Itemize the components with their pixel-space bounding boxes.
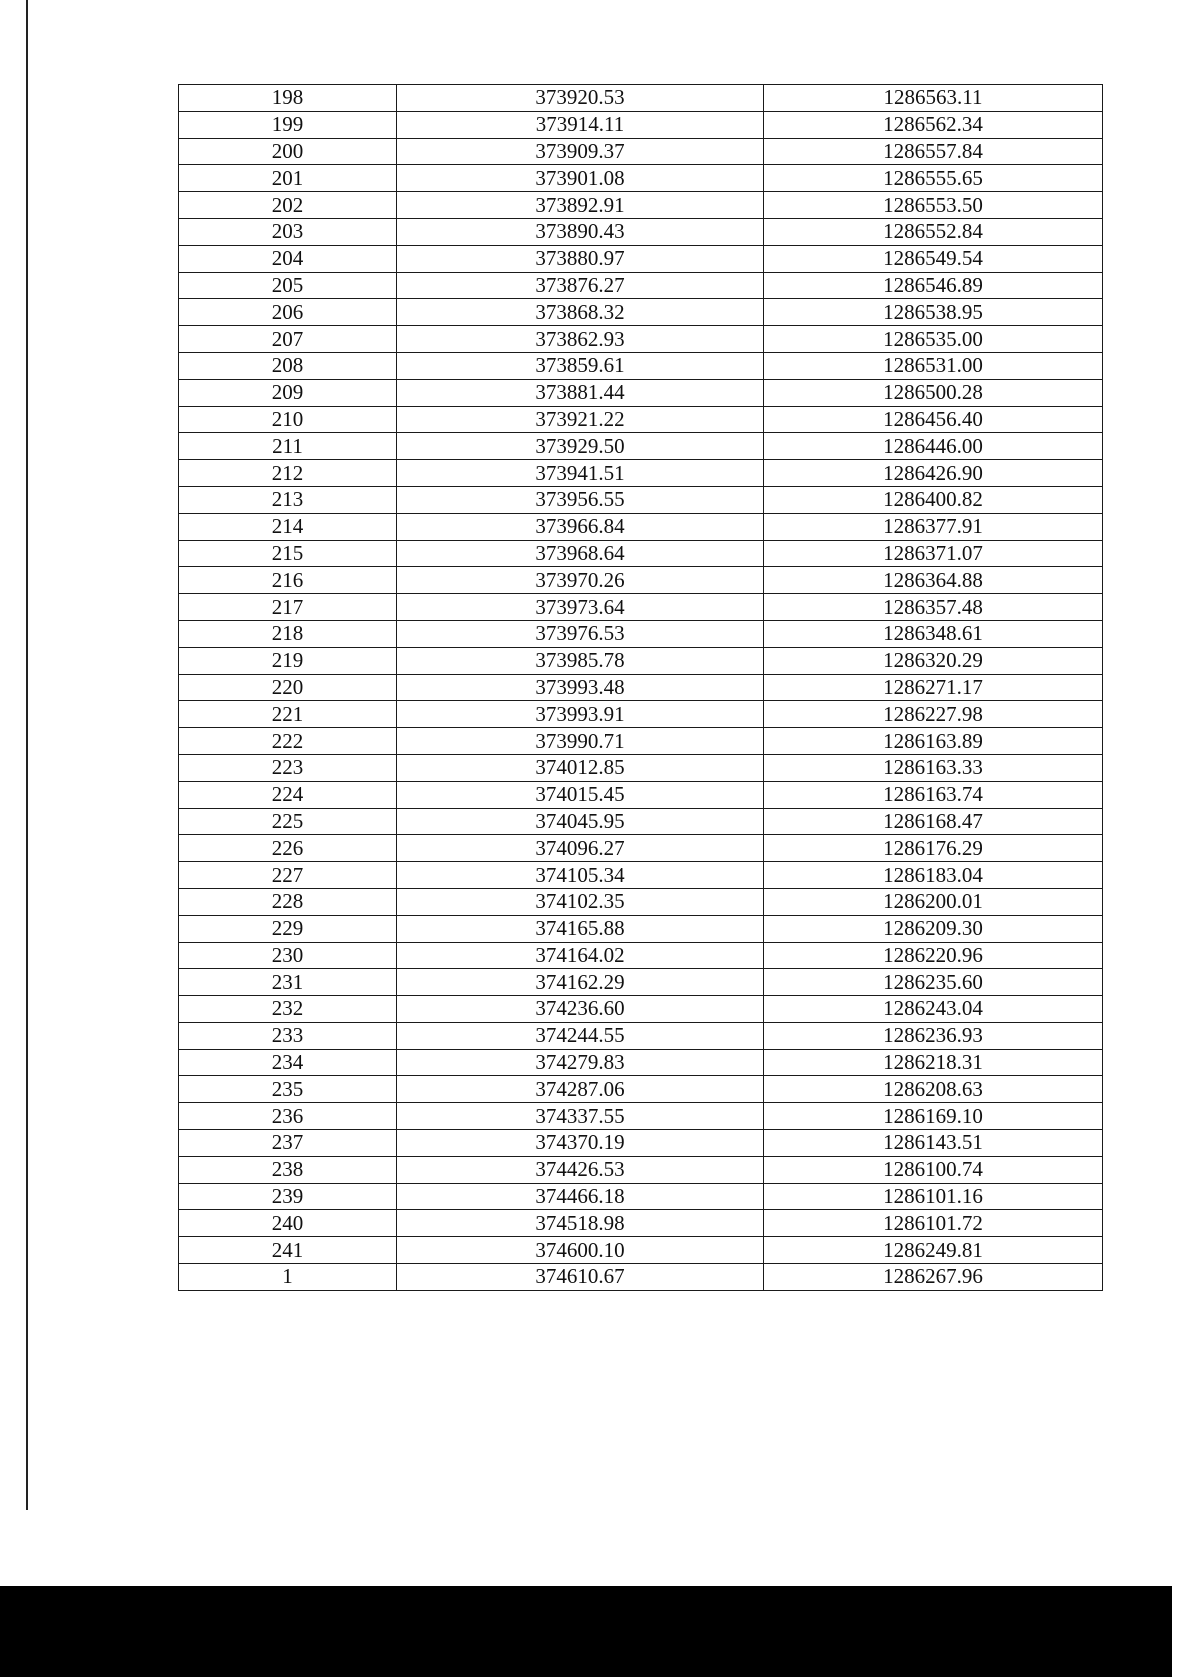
- table-row: [179, 835, 1103, 862]
- y-coordinate-cell: 1286271.17: [764, 674, 1103, 701]
- table-row: [179, 1022, 1103, 1049]
- y-coordinate-cell: 1286563.11: [764, 85, 1103, 112]
- point-number-cell: 199: [179, 111, 397, 138]
- x-coordinate-cell: 374600.10: [397, 1237, 764, 1264]
- point-number-cell: 225: [179, 808, 397, 835]
- table-row: [179, 594, 1103, 621]
- table-row: [179, 1049, 1103, 1076]
- table-row: [179, 379, 1103, 406]
- point-number-cell: 224: [179, 781, 397, 808]
- table-row: [179, 245, 1103, 272]
- y-coordinate-cell: 1286348.61: [764, 620, 1103, 647]
- y-coordinate-cell: 1286163.89: [764, 728, 1103, 755]
- table-row: [179, 1076, 1103, 1103]
- x-coordinate-cell: 373881.44: [397, 379, 764, 406]
- point-number-cell: 240: [179, 1210, 397, 1237]
- y-coordinate-cell: 1286220.96: [764, 942, 1103, 969]
- coordinates-table: [178, 84, 1103, 1291]
- x-coordinate-cell: 373892.91: [397, 192, 764, 219]
- x-coordinate-cell: 373993.48: [397, 674, 764, 701]
- table-row: [179, 406, 1103, 433]
- table-row: [179, 620, 1103, 647]
- table-row: [179, 915, 1103, 942]
- x-coordinate-cell: 374426.53: [397, 1156, 764, 1183]
- point-number-cell: 208: [179, 352, 397, 379]
- table-row: [179, 433, 1103, 460]
- y-coordinate-cell: 1286243.04: [764, 996, 1103, 1023]
- table-row: [179, 1130, 1103, 1157]
- y-coordinate-cell: 1286169.10: [764, 1103, 1103, 1130]
- y-coordinate-cell: 1286555.65: [764, 165, 1103, 192]
- table-row: [179, 888, 1103, 915]
- point-number-cell: 231: [179, 969, 397, 996]
- table-row: [179, 1264, 1103, 1291]
- table-row: [179, 942, 1103, 969]
- y-coordinate-cell: 1286364.88: [764, 567, 1103, 594]
- y-coordinate-cell: 1286557.84: [764, 138, 1103, 165]
- point-number-cell: 215: [179, 540, 397, 567]
- x-coordinate-cell: 373993.91: [397, 701, 764, 728]
- point-number-cell: 233: [179, 1022, 397, 1049]
- table-row: [179, 192, 1103, 219]
- x-coordinate-cell: 374337.55: [397, 1103, 764, 1130]
- point-number-cell: 217: [179, 594, 397, 621]
- x-coordinate-cell: 373966.84: [397, 513, 764, 540]
- point-number-cell: 241: [179, 1237, 397, 1264]
- y-coordinate-cell: 1286163.74: [764, 781, 1103, 808]
- y-coordinate-cell: 1286562.34: [764, 111, 1103, 138]
- table-row: [179, 85, 1103, 112]
- y-coordinate-cell: 1286456.40: [764, 406, 1103, 433]
- table-row: [179, 486, 1103, 513]
- y-coordinate-cell: 1286538.95: [764, 299, 1103, 326]
- y-coordinate-cell: 1286549.54: [764, 245, 1103, 272]
- y-coordinate-cell: 1286546.89: [764, 272, 1103, 299]
- point-number-cell: 209: [179, 379, 397, 406]
- point-number-cell: 239: [179, 1183, 397, 1210]
- table-row: [179, 111, 1103, 138]
- x-coordinate-cell: 373970.26: [397, 567, 764, 594]
- point-number-cell: 216: [179, 567, 397, 594]
- point-number-cell: 200: [179, 138, 397, 165]
- y-coordinate-cell: 1286163.33: [764, 754, 1103, 781]
- x-coordinate-cell: 374102.35: [397, 888, 764, 915]
- x-coordinate-cell: 373876.27: [397, 272, 764, 299]
- x-coordinate-cell: 373929.50: [397, 433, 764, 460]
- point-number-cell: 238: [179, 1156, 397, 1183]
- point-number-cell: 237: [179, 1130, 397, 1157]
- x-coordinate-cell: 374279.83: [397, 1049, 764, 1076]
- point-number-cell: 204: [179, 245, 397, 272]
- point-number-cell: 211: [179, 433, 397, 460]
- table-row: [179, 567, 1103, 594]
- table-row: [179, 540, 1103, 567]
- point-number-cell: 206: [179, 299, 397, 326]
- x-coordinate-cell: 373901.08: [397, 165, 764, 192]
- table-row: [179, 728, 1103, 755]
- y-coordinate-cell: 1286176.29: [764, 835, 1103, 862]
- point-number-cell: 214: [179, 513, 397, 540]
- y-coordinate-cell: 1286400.82: [764, 486, 1103, 513]
- table-row: [179, 352, 1103, 379]
- point-number-cell: 1: [179, 1264, 397, 1291]
- table-row: [179, 460, 1103, 487]
- x-coordinate-cell: 373985.78: [397, 647, 764, 674]
- y-coordinate-cell: 1286552.84: [764, 218, 1103, 245]
- y-coordinate-cell: 1286200.01: [764, 888, 1103, 915]
- table-row: [179, 862, 1103, 889]
- table-row: [179, 1210, 1103, 1237]
- x-coordinate-cell: 374164.02: [397, 942, 764, 969]
- table-row: [179, 1103, 1103, 1130]
- x-coordinate-cell: 374165.88: [397, 915, 764, 942]
- table-row: [179, 674, 1103, 701]
- x-coordinate-cell: 373973.64: [397, 594, 764, 621]
- x-coordinate-cell: 374162.29: [397, 969, 764, 996]
- point-number-cell: 227: [179, 862, 397, 889]
- point-number-cell: 201: [179, 165, 397, 192]
- table-row: [179, 647, 1103, 674]
- y-coordinate-cell: 1286218.31: [764, 1049, 1103, 1076]
- x-coordinate-cell: 373909.37: [397, 138, 764, 165]
- point-number-cell: 219: [179, 647, 397, 674]
- x-coordinate-cell: 374096.27: [397, 835, 764, 862]
- table-row: [179, 701, 1103, 728]
- point-number-cell: 212: [179, 460, 397, 487]
- table-row: [179, 808, 1103, 835]
- point-number-cell: 229: [179, 915, 397, 942]
- table-row: [179, 1156, 1103, 1183]
- y-coordinate-cell: 1286357.48: [764, 594, 1103, 621]
- y-coordinate-cell: 1286267.96: [764, 1264, 1103, 1291]
- table-row: [179, 996, 1103, 1023]
- x-coordinate-cell: 374244.55: [397, 1022, 764, 1049]
- y-coordinate-cell: 1286426.90: [764, 460, 1103, 487]
- table-row: [179, 754, 1103, 781]
- x-coordinate-cell: 374236.60: [397, 996, 764, 1023]
- point-number-cell: 234: [179, 1049, 397, 1076]
- point-number-cell: 226: [179, 835, 397, 862]
- point-number-cell: 232: [179, 996, 397, 1023]
- point-number-cell: 228: [179, 888, 397, 915]
- y-coordinate-cell: 1286320.29: [764, 647, 1103, 674]
- table-row: [179, 218, 1103, 245]
- x-coordinate-cell: 374518.98: [397, 1210, 764, 1237]
- y-coordinate-cell: 1286101.72: [764, 1210, 1103, 1237]
- x-coordinate-cell: 374466.18: [397, 1183, 764, 1210]
- table-row: [179, 138, 1103, 165]
- point-number-cell: 213: [179, 486, 397, 513]
- y-coordinate-cell: 1286535.00: [764, 326, 1103, 353]
- y-coordinate-cell: 1286168.47: [764, 808, 1103, 835]
- x-coordinate-cell: 373859.61: [397, 352, 764, 379]
- table-row: [179, 165, 1103, 192]
- x-coordinate-cell: 374012.85: [397, 754, 764, 781]
- point-number-cell: 205: [179, 272, 397, 299]
- point-number-cell: 236: [179, 1103, 397, 1130]
- x-coordinate-cell: 373890.43: [397, 218, 764, 245]
- x-coordinate-cell: 374045.95: [397, 808, 764, 835]
- y-coordinate-cell: 1286553.50: [764, 192, 1103, 219]
- y-coordinate-cell: 1286235.60: [764, 969, 1103, 996]
- point-number-cell: 198: [179, 85, 397, 112]
- scan-bottom-black-bar: [0, 1586, 1172, 1677]
- x-coordinate-cell: 373914.11: [397, 111, 764, 138]
- y-coordinate-cell: 1286209.30: [764, 915, 1103, 942]
- table-row: [179, 326, 1103, 353]
- point-number-cell: 235: [179, 1076, 397, 1103]
- x-coordinate-cell: 374287.06: [397, 1076, 764, 1103]
- y-coordinate-cell: 1286531.00: [764, 352, 1103, 379]
- point-number-cell: 202: [179, 192, 397, 219]
- y-coordinate-cell: 1286371.07: [764, 540, 1103, 567]
- y-coordinate-cell: 1286101.16: [764, 1183, 1103, 1210]
- x-coordinate-cell: 373976.53: [397, 620, 764, 647]
- x-coordinate-cell: 373868.32: [397, 299, 764, 326]
- y-coordinate-cell: 1286208.63: [764, 1076, 1103, 1103]
- table-row: [179, 781, 1103, 808]
- table-row: [179, 272, 1103, 299]
- scan-left-edge-line: [26, 0, 28, 1510]
- x-coordinate-cell: 374015.45: [397, 781, 764, 808]
- y-coordinate-cell: 1286183.04: [764, 862, 1103, 889]
- y-coordinate-cell: 1286227.98: [764, 701, 1103, 728]
- point-number-cell: 230: [179, 942, 397, 969]
- point-number-cell: 203: [179, 218, 397, 245]
- y-coordinate-cell: 1286500.28: [764, 379, 1103, 406]
- x-coordinate-cell: 374105.34: [397, 862, 764, 889]
- x-coordinate-cell: 373941.51: [397, 460, 764, 487]
- y-coordinate-cell: 1286236.93: [764, 1022, 1103, 1049]
- point-number-cell: 221: [179, 701, 397, 728]
- x-coordinate-cell: 373920.53: [397, 85, 764, 112]
- y-coordinate-cell: 1286100.74: [764, 1156, 1103, 1183]
- point-number-cell: 220: [179, 674, 397, 701]
- table-row: [179, 1183, 1103, 1210]
- y-coordinate-cell: 1286377.91: [764, 513, 1103, 540]
- table-row: [179, 299, 1103, 326]
- y-coordinate-cell: 1286143.51: [764, 1130, 1103, 1157]
- y-coordinate-cell: 1286249.81: [764, 1237, 1103, 1264]
- point-number-cell: 222: [179, 728, 397, 755]
- point-number-cell: 218: [179, 620, 397, 647]
- x-coordinate-cell: 373921.22: [397, 406, 764, 433]
- point-number-cell: 210: [179, 406, 397, 433]
- x-coordinate-cell: 373862.93: [397, 326, 764, 353]
- x-coordinate-cell: 373968.64: [397, 540, 764, 567]
- point-number-cell: 207: [179, 326, 397, 353]
- x-coordinate-cell: 373880.97: [397, 245, 764, 272]
- x-coordinate-cell: 373990.71: [397, 728, 764, 755]
- y-coordinate-cell: 1286446.00: [764, 433, 1103, 460]
- coordinates-table-body: [179, 85, 1103, 1291]
- point-number-cell: 223: [179, 754, 397, 781]
- table-row: [179, 1237, 1103, 1264]
- x-coordinate-cell: 374370.19: [397, 1130, 764, 1157]
- x-coordinate-cell: 373956.55: [397, 486, 764, 513]
- table-row: [179, 969, 1103, 996]
- x-coordinate-cell: 374610.67: [397, 1264, 764, 1291]
- table-row: [179, 513, 1103, 540]
